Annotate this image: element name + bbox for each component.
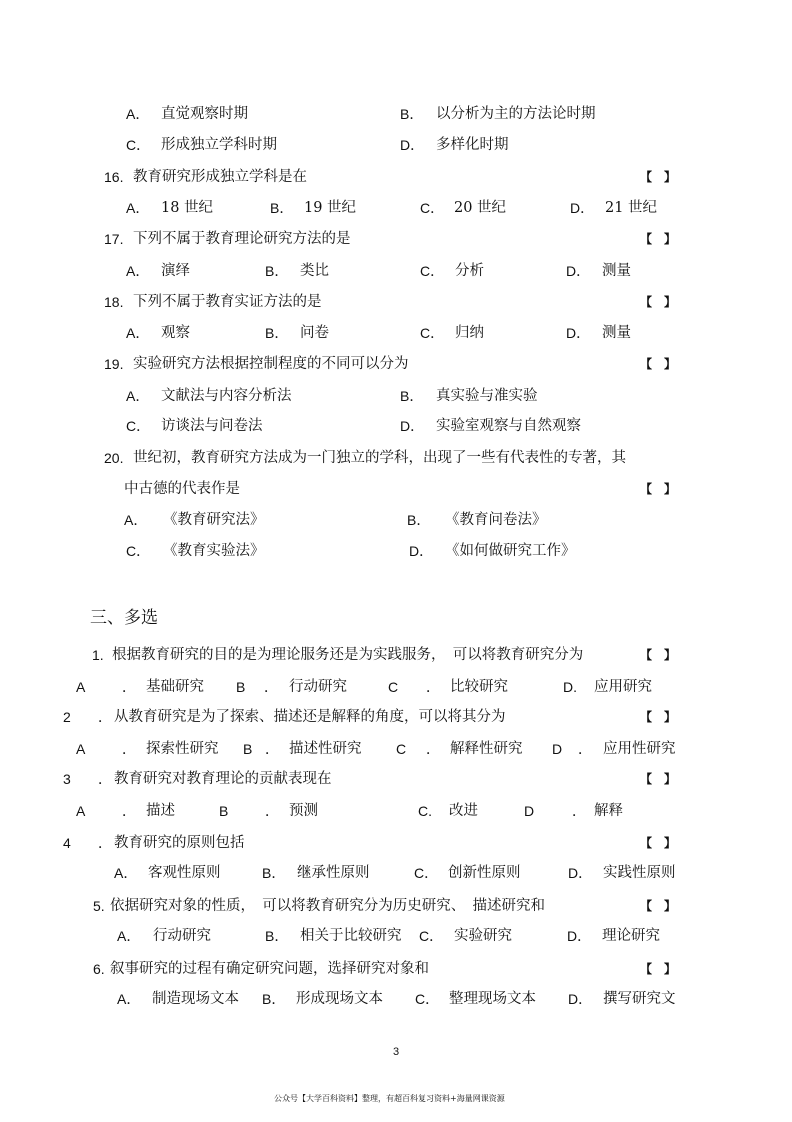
q18-answer-bracket: 【 】 <box>640 295 677 309</box>
m4-answer-bracket: 【 】 <box>640 836 677 850</box>
q16-option-d-letter: D． <box>570 200 595 216</box>
section-heading-multi-choice: 三、多选 <box>90 608 158 628</box>
q19-text: 实验研究方法根据控制程度的不同可以分为 <box>133 356 409 372</box>
m2-option-d-letter: D <box>552 741 563 757</box>
m1-option-d-text: 应用研究 <box>594 679 652 695</box>
q19-option-d-letter: D． <box>400 418 425 434</box>
m6-option-b-letter: B． <box>262 991 286 1007</box>
q20-text-line1: 世纪初，教育研究方法成为一门独立的学科，出现了一些有代表性的专著，其 <box>133 450 626 466</box>
m4-option-d-letter: D． <box>568 865 593 881</box>
m1-text: 根据教育研究的目的是为理论服务还是为实践服务， 可以将教育研究分为 <box>112 647 584 663</box>
m4-number-dot: ． <box>98 835 112 851</box>
q19-answer-bracket: 【 】 <box>640 357 677 371</box>
q17-option-c-text: 分析 <box>455 263 484 279</box>
m2-option-d-dot: ． <box>578 741 592 757</box>
q17-option-b-letter: B． <box>265 263 289 279</box>
m5-option-d-text: 理论研究 <box>602 928 660 944</box>
q17-answer-bracket: 【 】 <box>640 232 677 246</box>
m2-option-a-letter: A <box>76 741 86 757</box>
q20-option-a-text: 《教育研究法》 <box>163 512 265 528</box>
q15-option-c-letter: C． <box>126 137 151 153</box>
q17-number: 17. <box>104 231 124 247</box>
q20-option-b-text: 《教育问卷法》 <box>445 512 547 528</box>
q18-option-c-letter: C． <box>420 325 445 341</box>
m6-text: 叙事研究的过程有确定研究问题，选择研究对象和 <box>110 961 429 977</box>
m1-answer-bracket: 【 】 <box>640 648 677 662</box>
m6-number: 6. <box>93 961 105 977</box>
m5-option-d-letter: D． <box>567 928 592 944</box>
q18-option-b-letter: B． <box>265 325 289 341</box>
m4-option-b-letter: B． <box>262 865 286 881</box>
m1-option-c-letter: C <box>388 679 399 695</box>
m3-option-c-letter: C. <box>418 803 432 819</box>
m1-option-b-letter: B <box>236 679 246 695</box>
m4-option-d-text: 实践性原则 <box>603 865 676 881</box>
m3-number-dot: ． <box>98 771 112 787</box>
q20-option-d-text: 《如何做研究工作》 <box>445 543 576 559</box>
m6-option-c-text: 整理现场文本 <box>449 991 536 1007</box>
m5-option-a-letter: A． <box>117 928 141 944</box>
m5-option-c-letter: C． <box>419 928 444 944</box>
m3-answer-bracket: 【 】 <box>640 772 677 786</box>
m3-option-a-text: 描述 <box>146 803 175 819</box>
m6-option-d-text: 撰写研究文 <box>603 991 676 1007</box>
q19-option-b-text: 真实验与准实验 <box>436 388 538 404</box>
q16-number: 16. <box>104 169 124 185</box>
m1-number: 1. <box>92 647 104 663</box>
q16-text: 教育研究形成独立学科是在 <box>133 169 307 185</box>
m2-option-c-text: 解释性研究 <box>450 741 523 757</box>
q20-number: 20. <box>104 450 124 466</box>
m2-option-a-dot: ． <box>122 741 136 757</box>
m1-option-b-text: 行动研究 <box>289 679 347 695</box>
m3-option-c-text: 改进 <box>449 803 478 819</box>
m4-option-a-letter: A． <box>114 865 138 881</box>
q19-option-a-text: 文献法与内容分析法 <box>161 388 292 404</box>
m3-number: 3 <box>63 771 71 787</box>
m2-number: 2 <box>63 709 71 725</box>
footer-note: 公众号【大学百科资料】整理，有超百科复习资料+海量网课资源 <box>274 1094 505 1103</box>
q18-option-a-letter: A． <box>126 325 150 341</box>
m4-number: 4 <box>63 835 71 851</box>
q20-option-b-letter: B． <box>407 512 431 528</box>
m6-option-d-letter: D． <box>568 991 593 1007</box>
m2-option-c-dot: ． <box>426 741 440 757</box>
q19-number: 19. <box>104 356 124 372</box>
q15-option-b-letter: B． <box>400 106 424 122</box>
q16-option-c-letter: C． <box>420 200 445 216</box>
m2-text: 从教育研究是为了探索、描述还是解释的角度，可以将其分为 <box>114 709 506 725</box>
q16-option-b-letter: B． <box>270 200 294 216</box>
q16-option-d-text: 21 世纪 <box>605 200 658 216</box>
m3-option-b-dot: ． <box>265 803 279 819</box>
q20-option-d-letter: D． <box>409 543 434 559</box>
m3-option-a-dot: ． <box>122 803 136 819</box>
q19-option-a-letter: A． <box>126 388 150 404</box>
m5-number: 5. <box>93 898 105 914</box>
q15-option-d-letter: D． <box>400 137 425 153</box>
q18-option-d-text: 测量 <box>602 325 631 341</box>
q17-option-c-letter: C． <box>420 263 445 279</box>
m3-option-b-letter: B <box>219 803 229 819</box>
m2-option-b-dot: ． <box>265 741 279 757</box>
q15-option-d-text: 多样化时期 <box>436 137 509 153</box>
page-number: 3 <box>393 1046 400 1058</box>
q19-option-c-letter: C． <box>126 418 151 434</box>
q17-option-d-letter: D． <box>566 263 591 279</box>
m1-option-a-dot: ． <box>122 679 136 695</box>
q18-text: 下列不属于教育实证方法的是 <box>133 294 322 310</box>
m4-option-a-text: 客观性原则 <box>148 865 221 881</box>
m4-option-c-text: 创新性原则 <box>448 865 521 881</box>
q18-option-a-text: 观察 <box>161 325 190 341</box>
m3-option-d-text: 解释 <box>594 803 623 819</box>
m4-text: 教育研究的原则包括 <box>114 835 245 851</box>
q15-option-a-letter: A． <box>126 106 150 122</box>
q16-option-a-letter: A． <box>126 200 150 216</box>
q16-option-b-text: 19 世纪 <box>304 200 357 216</box>
m2-option-b-text: 描述性研究 <box>289 741 362 757</box>
q20-option-a-letter: A． <box>124 512 148 528</box>
q16-answer-bracket: 【 】 <box>640 170 677 184</box>
q17-option-a-letter: A． <box>126 263 150 279</box>
m6-option-a-letter: A． <box>117 991 141 1007</box>
q18-option-d-letter: D． <box>566 325 591 341</box>
q19-option-b-letter: B． <box>400 388 424 404</box>
q15-option-c-text: 形成独立学科时期 <box>161 137 277 153</box>
m3-option-a-letter: A <box>76 803 86 819</box>
q18-option-b-text: 问卷 <box>300 325 329 341</box>
m2-option-b-letter: B <box>243 741 253 757</box>
q17-option-b-text: 类比 <box>300 263 329 279</box>
m1-option-c-dot: ． <box>426 679 440 695</box>
m2-option-d-text: 应用性研究 <box>603 741 676 757</box>
m1-option-d-letter: D. <box>563 679 577 695</box>
m5-option-b-letter: B． <box>265 928 289 944</box>
m2-answer-bracket: 【 】 <box>640 710 677 724</box>
m2-option-a-text: 探索性研究 <box>146 741 219 757</box>
q16-option-c-text: 20 世纪 <box>454 200 507 216</box>
m1-option-c-text: 比较研究 <box>450 679 508 695</box>
m3-option-d-dot: ． <box>572 803 586 819</box>
q15-option-b-text: 以分析为主的方法论时期 <box>436 106 596 122</box>
q16-option-a-text: 18 世纪 <box>161 200 214 216</box>
q20-option-c-letter: C． <box>126 543 151 559</box>
m5-answer-bracket: 【 】 <box>640 899 677 913</box>
m1-option-a-letter: A <box>76 679 86 695</box>
q20-option-c-text: 《教育实验法》 <box>163 543 265 559</box>
q18-number: 18. <box>104 294 124 310</box>
m6-answer-bracket: 【 】 <box>640 962 677 976</box>
m4-option-b-text: 继承性原则 <box>297 865 370 881</box>
m6-option-a-text: 制造现场文本 <box>152 991 239 1007</box>
m1-option-a-text: 基础研究 <box>146 679 204 695</box>
m5-text: 依据研究对象的性质， 可以将教育研究分为历史研究、 描述研究和 <box>110 898 545 914</box>
m6-option-c-letter: C． <box>415 991 440 1007</box>
q17-option-d-text: 测量 <box>602 263 631 279</box>
m2-number-dot: ． <box>98 709 112 725</box>
q19-option-d-text: 实验室观察与自然观察 <box>436 418 581 434</box>
m5-option-c-text: 实验研究 <box>454 928 512 944</box>
q19-option-c-text: 访谈法与问卷法 <box>161 418 263 434</box>
q17-option-a-text: 演绎 <box>161 263 190 279</box>
m5-option-b-text: 相关于比较研究 <box>300 928 402 944</box>
m3-text: 教育研究对教育理论的贡献表现在 <box>114 771 332 787</box>
m3-option-d-letter: D <box>524 803 535 819</box>
m3-option-b-text: 预测 <box>289 803 318 819</box>
m2-option-c-letter: C <box>396 741 407 757</box>
q17-text: 下列不属于教育理论研究方法的是 <box>133 231 351 247</box>
m6-option-b-text: 形成现场文本 <box>296 991 383 1007</box>
m5-option-a-text: 行动研究 <box>153 928 211 944</box>
q20-answer-bracket: 【 】 <box>640 482 677 496</box>
q20-text-line2: 中古德的代表作是 <box>124 481 240 497</box>
q18-option-c-text: 归纳 <box>455 325 484 341</box>
q15-option-a-text: 直觉观察时期 <box>161 106 248 122</box>
m4-option-c-letter: C． <box>414 865 439 881</box>
m1-option-b-dot: ． <box>264 679 278 695</box>
